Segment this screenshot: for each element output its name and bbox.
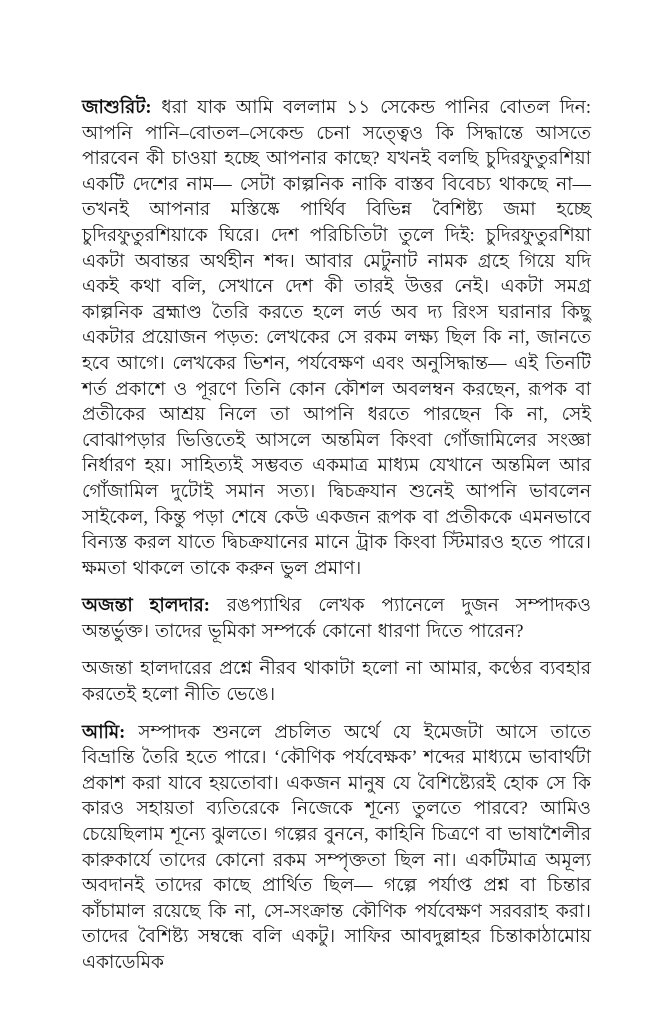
speaker-name: অজন্তা হালদার: — [82, 596, 227, 617]
paragraph — [82, 721, 591, 977]
paragraph — [82, 594, 591, 645]
paragraph-text: রঙপ্যাথির লেখক প্যানেলে দুজন সম্পাদকও অন্তর্ভুক্ত। তাদের ভূমিকা সম্পর্কে কোনো ধারণা দিতে পারেন? — [82, 596, 591, 642]
paragraph — [82, 96, 591, 582]
speaker-name: জাশুরিট: — [82, 98, 162, 118]
page-text-block — [82, 96, 591, 977]
paragraph — [82, 657, 591, 708]
speaker-name: আমি: — [82, 722, 139, 743]
paragraph-text: ধরা যাক আমি বললাম ১১ সেকেন্ড পানির বোতল দিন: আপনি পানি–বোতল–সেকেন্ড চেনা সত্ত্বেও কি সিদ্ধান্তে আসতে পারবেন কী চাওয়া হচ্ছে আপনার কাছে? যখনই বলছি চুদিরফুতুরশিয়া একটি দেশের নাম— সেটা কাল্পনিক নাকি বাস্তব বিবেচ্য থাকছে না— তখনই আপনার মস্তিষ্কে পার্থিব বিভিন্ন বৈশিষ্ট্য জমা হচ্ছে চুদিরফুতুরশিয়াকে ঘিরে। দেশ পরিচিতিটা তুলে দিই: চুদিরফুতুরশিয়া একটা অবান্তর অর্থহীন শব্দ। আবার মেটুনাট নামক গ্রহে গিয়ে যদি একই কথা বলি, সেখানে দেশ কী তারই উত্তর নেই। একটা সমগ্র কাল্পনিক ব্রহ্মাণ্ড তৈরি করতে হলে লর্ড অব দ্য রিংস ঘরানার কিছু একটার প্রয়োজন পড়ত: লেখকের সে রকম লক্ষ্য ছিল কি না, জানতে হবে আগে। লেখকের ভিশন, পর্যবেক্ষণ এবং অনুসিদ্ধান্ত— এই তিনটি শর্ত প্রকাশে ও পূরণে তিনি কোন কৌশল অবলম্বন করছেন, রূপক বা প্রতীকের আশ্রয় নিলে তা আপনি ধরতে পারছেন কি না, সেই বোঝাপড়ার ভিত্তিতেই আসলে অন্তমিল কিংবা গোঁজামিলের সংজ্ঞা নির্ধারণ হয়। সাহিত্যই সম্ভবত একমাত্র মাধ্যম যেখানে অন্তমিল আর গোঁজামিল দুটোই সমান সত্য। দ্বিচক্রযান শুনেই আপনি ভাবলেন সাইকেল, কিন্তু পড়া শেষে কেউ একজন রূপক বা প্রতীককে এমনভাবে বিন্যস্ত করল যাতে দ্বিচক্রযানের মানে ট্রাক কিংবা স্টিমারও হতে পারে। ক্ষমতা থাকলে তাকে করুন ভুল প্রমাণ। — [82, 98, 592, 579]
paragraph-text: অজন্তা হালদারের প্রশ্নে নীরব থাকাটা হলো না আমার, কণ্ঠের ব্যবহার করতেই হলো নীতি ভেঙে। — [82, 659, 591, 706]
paragraph-text: সম্পাদক শুনলে প্রচলিত অর্থে যে ইমেজটা আসে তাতে বিভ্রান্তি তৈরি হতে পারে। ‘কৌণিক পর্যবেক্ষক’ শব্দের মাধ্যমে ভাবার্থটা প্রকাশ করা যাবে হয়তোবা। একজন মানুষ যে বৈশিষ্ট্যেরই হোক সে কি কারও সহায়তা ব্যতিরেকে নিজেকে শূন্যে তুলতে পারবে? আমিও চেয়েছিলাম শূন্যে ঝুলতে। গল্পের বুননে, কাহিনি চিত্রণে বা ভাষাশৈলীর কারুকার্যে তাদের কোনো রকম সম্পৃক্ততা ছিল না। একটিমাত্র অমূল্য অবদানই তাদের কাছে প্রার্থিত ছিল— গল্পে পর্যাপ্ত প্রশ্ন বা চিন্তার কাঁচামাল রয়েছে কি না, সে-সংক্রান্ত কৌণিক পর্যবেক্ষণ সরবরাহ করা। তাদের বৈশিষ্ট্য সম্বন্ধে বলি একটু। সাফির আবদুল্লাহর চিন্তাকাঠামোয় একাডেমিক — [82, 722, 591, 973]
